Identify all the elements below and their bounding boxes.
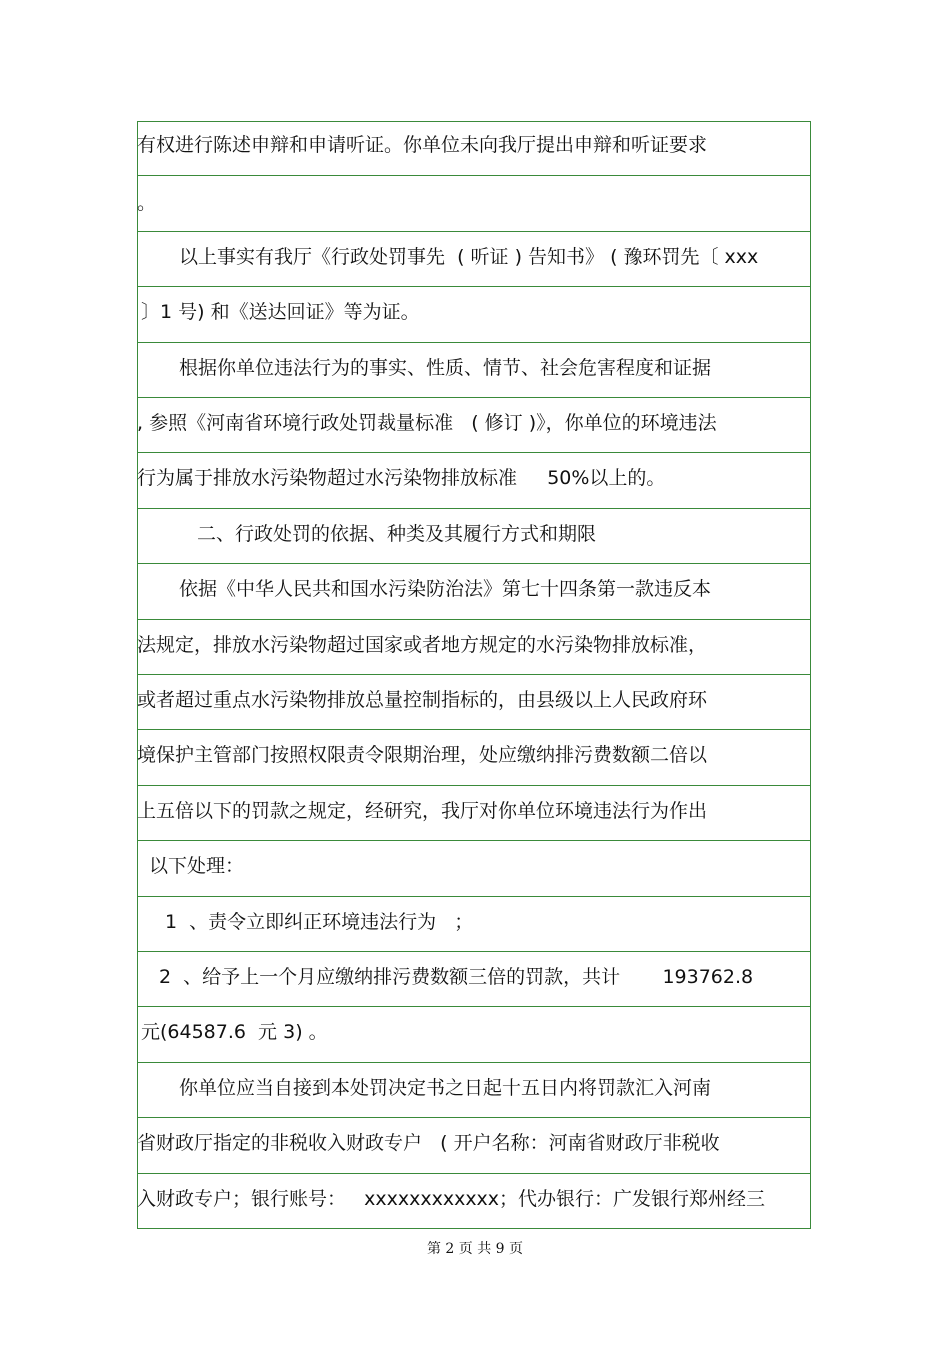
text-line: 入财政专户；银行账号： xxxxxxxxxxxx；代办银行：广发银行郑州经三 (137, 1187, 766, 1210)
text-line: 以下处理： (149, 855, 245, 878)
text-line: 法规定，排放水污染物超过国家或者地方规定的水污染物排放标准， (137, 633, 708, 656)
text-line: 上五倍以下的罚款之规定，经研究，我厅对你单位环境违法行为作出 (137, 799, 708, 822)
text-line: 以上事实有我厅《行政处罚事先 ( 听证 ) 告知书》 ( 豫环罚先〔 xxx (179, 245, 759, 268)
list-item: 1 、责令立即纠正环境违法行为 ； (165, 910, 474, 933)
text-line: 根据你单位违法行为的事实、性质、情节、社会危害程度和证据 (179, 356, 712, 379)
text-line: 或者超过重点水污染物排放总量控制指标的，由县级以上人民政府环 (137, 689, 708, 711)
text-line: 。 (137, 192, 157, 215)
text-line: 元(64587.6 元 3) 。 (141, 1021, 328, 1044)
section-heading: 二、行政处罚的依据、种类及其履行方式和期限 (197, 522, 597, 545)
text-line: 省财政厅指定的非税收入财政专户 ( 开户名称：河南省财政厅非税收 (137, 1132, 720, 1155)
text-line: 行为属于排放水污染物超过水污染物排放标准 50%以上的。 (137, 467, 666, 490)
text-line: 境保护主管部门按照权限责令限期治理，处应缴纳排污费数额二倍以 (137, 744, 708, 767)
page-number: 第 2 页 共 9 页 (426, 1241, 524, 1257)
text-line: 你单位应当自接到本处罚决定书之日起十五日内将罚款汇入河南 (179, 1076, 712, 1099)
text-line: 〕1 号) 和《送达回证》等为证。 (141, 301, 420, 324)
list-item: 2 、给予上一个月应缴纳排污费数额三倍的罚款，共计 193762.8 (159, 966, 754, 988)
text-line: , 参照《河南省环境行政处罚裁量标准 ( 修订 )》，你单位的环境违法 (137, 412, 717, 434)
text-line: 有权进行陈述申辩和申请听证。你单位未向我厅提出申辩和听证要求 (137, 134, 708, 156)
text-line: 依据《中华人民共和国水污染防治法》第七十四条第一款违反本 (179, 578, 712, 601)
